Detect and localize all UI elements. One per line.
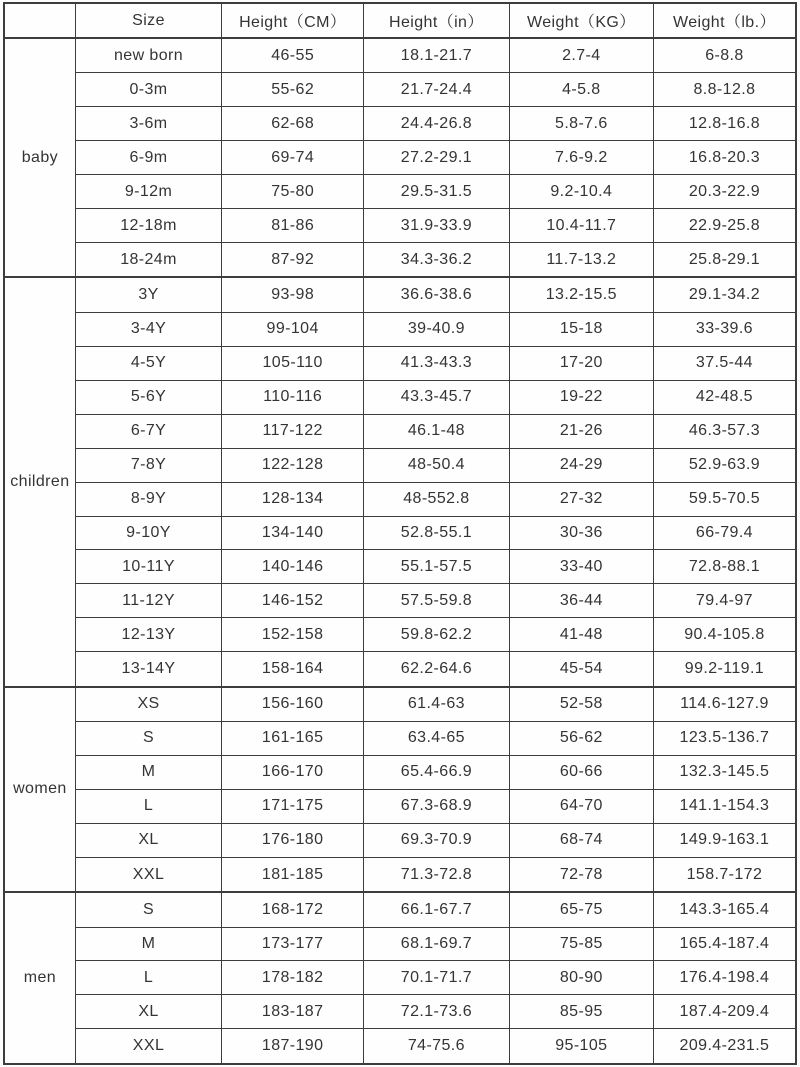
table-row (4, 141, 796, 175)
cell-size: M (75, 927, 222, 961)
cell-height-in: 31.9-33.9 (364, 209, 510, 243)
cell-weight-lb: 209.4-231.5 (653, 1029, 796, 1064)
size-chart-table (3, 2, 797, 1065)
cell-height-cm: 62-68 (222, 107, 364, 141)
cell-height-in: 67.3-68.9 (364, 789, 510, 823)
table-row (4, 722, 796, 756)
cell-weight-kg: 5.8-7.6 (509, 107, 653, 141)
cell-size: XS (75, 687, 222, 722)
cell-height-cm: 176-180 (222, 823, 364, 857)
table-row (4, 1029, 796, 1064)
table-row (4, 550, 796, 584)
cell-height-in: 55.1-57.5 (364, 550, 510, 584)
cell-height-in: 74-75.6 (364, 1029, 510, 1064)
cell-height-in: 66.1-67.7 (364, 892, 510, 927)
cell-weight-lb: 187.4-209.4 (653, 995, 796, 1029)
cell-weight-kg: 11.7-13.2 (509, 243, 653, 278)
cell-size: 8-9Y (75, 482, 222, 516)
category-cell-men: men (4, 892, 75, 1064)
header-size: Size (75, 3, 222, 38)
cell-height-in: 48-552.8 (364, 482, 510, 516)
cell-height-cm: 152-158 (222, 618, 364, 652)
cell-height-in: 21.7-24.4 (364, 73, 510, 107)
cell-size: new born (75, 38, 222, 73)
table-row (4, 448, 796, 482)
cell-weight-lb: 33-39.6 (653, 312, 796, 346)
table-row (4, 995, 796, 1029)
cell-size: XXL (75, 1029, 222, 1064)
cell-height-cm: 87-92 (222, 243, 364, 278)
cell-size: 6-7Y (75, 414, 222, 448)
cell-weight-kg: 13.2-15.5 (509, 277, 653, 312)
cell-height-cm: 166-170 (222, 755, 364, 789)
cell-height-cm: 146-152 (222, 584, 364, 618)
cell-weight-kg: 80-90 (509, 961, 653, 995)
table-row (4, 277, 796, 312)
cell-height-in: 29.5-31.5 (364, 175, 510, 209)
table-row (4, 687, 796, 722)
table-row (4, 755, 796, 789)
table-row (4, 961, 796, 995)
table-row (4, 652, 796, 687)
cell-height-in: 57.5-59.8 (364, 584, 510, 618)
table-row (4, 789, 796, 823)
cell-weight-lb: 158.7-172 (653, 857, 796, 892)
cell-weight-lb: 176.4-198.4 (653, 961, 796, 995)
cell-weight-lb: 37.5-44 (653, 346, 796, 380)
cell-height-in: 46.1-48 (364, 414, 510, 448)
table-row (4, 584, 796, 618)
cell-size: L (75, 961, 222, 995)
cell-size: XL (75, 823, 222, 857)
cell-weight-lb: 66-79.4 (653, 516, 796, 550)
cell-height-cm: 156-160 (222, 687, 364, 722)
cell-size: M (75, 755, 222, 789)
table-row (4, 38, 796, 73)
header-height-cm: Height（CM） (222, 3, 364, 38)
table-row (4, 482, 796, 516)
cell-height-in: 62.2-64.6 (364, 652, 510, 687)
cell-weight-lb: 42-48.5 (653, 380, 796, 414)
cell-height-cm: 178-182 (222, 961, 364, 995)
cell-weight-lb: 114.6-127.9 (653, 687, 796, 722)
cell-size: 5-6Y (75, 380, 222, 414)
cell-weight-kg: 10.4-11.7 (509, 209, 653, 243)
cell-height-cm: 105-110 (222, 346, 364, 380)
cell-weight-kg: 36-44 (509, 584, 653, 618)
cell-weight-kg: 64-70 (509, 789, 653, 823)
header-height-in: Height（in） (364, 3, 510, 38)
cell-height-in: 39-40.9 (364, 312, 510, 346)
cell-height-cm: 75-80 (222, 175, 364, 209)
cell-height-cm: 99-104 (222, 312, 364, 346)
table-row (4, 892, 796, 927)
cell-height-in: 68.1-69.7 (364, 927, 510, 961)
cell-size: 3-4Y (75, 312, 222, 346)
cell-weight-lb: 12.8-16.8 (653, 107, 796, 141)
table-row (4, 823, 796, 857)
cell-weight-kg: 68-74 (509, 823, 653, 857)
table-row (4, 107, 796, 141)
cell-size: 7-8Y (75, 448, 222, 482)
cell-height-in: 61.4-63 (364, 687, 510, 722)
cell-weight-kg: 75-85 (509, 927, 653, 961)
cell-weight-lb: 99.2-119.1 (653, 652, 796, 687)
table-row (4, 414, 796, 448)
cell-weight-kg: 60-66 (509, 755, 653, 789)
cell-size: 3-6m (75, 107, 222, 141)
cell-weight-lb: 123.5-136.7 (653, 722, 796, 756)
header-row (4, 3, 796, 38)
cell-weight-lb: 22.9-25.8 (653, 209, 796, 243)
cell-height-cm: 117-122 (222, 414, 364, 448)
cell-height-cm: 93-98 (222, 277, 364, 312)
cell-weight-kg: 24-29 (509, 448, 653, 482)
cell-size: 9-10Y (75, 516, 222, 550)
cell-size: 11-12Y (75, 584, 222, 618)
cell-height-in: 36.6-38.6 (364, 277, 510, 312)
cell-weight-lb: 16.8-20.3 (653, 141, 796, 175)
cell-size: 3Y (75, 277, 222, 312)
cell-size: 10-11Y (75, 550, 222, 584)
cell-weight-kg: 72-78 (509, 857, 653, 892)
cell-weight-lb: 20.3-22.9 (653, 175, 796, 209)
table-row (4, 380, 796, 414)
cell-size: S (75, 722, 222, 756)
cell-height-in: 43.3-45.7 (364, 380, 510, 414)
cell-size: 4-5Y (75, 346, 222, 380)
cell-height-cm: 171-175 (222, 789, 364, 823)
cell-weight-kg: 65-75 (509, 892, 653, 927)
cell-height-in: 65.4-66.9 (364, 755, 510, 789)
cell-weight-kg: 30-36 (509, 516, 653, 550)
cell-size: S (75, 892, 222, 927)
cell-height-cm: 55-62 (222, 73, 364, 107)
cell-weight-lb: 90.4-105.8 (653, 618, 796, 652)
category-cell-women: women (4, 687, 75, 893)
cell-size: 12-18m (75, 209, 222, 243)
cell-height-in: 69.3-70.9 (364, 823, 510, 857)
category-cell-baby: baby (4, 38, 75, 277)
cell-height-in: 52.8-55.1 (364, 516, 510, 550)
header-category (4, 3, 75, 38)
cell-height-cm: 158-164 (222, 652, 364, 687)
category-cell-children: children (4, 277, 75, 686)
cell-size: L (75, 789, 222, 823)
cell-height-in: 18.1-21.7 (364, 38, 510, 73)
cell-height-cm: 187-190 (222, 1029, 364, 1064)
table-row (4, 175, 796, 209)
cell-height-cm: 161-165 (222, 722, 364, 756)
cell-height-cm: 110-116 (222, 380, 364, 414)
cell-height-cm: 81-86 (222, 209, 364, 243)
cell-weight-lb: 29.1-34.2 (653, 277, 796, 312)
cell-weight-lb: 72.8-88.1 (653, 550, 796, 584)
cell-height-in: 41.3-43.3 (364, 346, 510, 380)
cell-height-in: 59.8-62.2 (364, 618, 510, 652)
table-row (4, 857, 796, 892)
table-row (4, 209, 796, 243)
cell-size: XL (75, 995, 222, 1029)
cell-weight-lb: 25.8-29.1 (653, 243, 796, 278)
cell-weight-lb: 143.3-165.4 (653, 892, 796, 927)
cell-height-in: 71.3-72.8 (364, 857, 510, 892)
cell-weight-kg: 17-20 (509, 346, 653, 380)
cell-height-in: 72.1-73.6 (364, 995, 510, 1029)
cell-weight-kg: 2.7-4 (509, 38, 653, 73)
cell-height-cm: 140-146 (222, 550, 364, 584)
cell-weight-kg: 45-54 (509, 652, 653, 687)
table-row (4, 346, 796, 380)
cell-height-cm: 173-177 (222, 927, 364, 961)
table-row (4, 618, 796, 652)
cell-weight-kg: 15-18 (509, 312, 653, 346)
cell-weight-kg: 21-26 (509, 414, 653, 448)
cell-weight-lb: 8.8-12.8 (653, 73, 796, 107)
cell-height-cm: 69-74 (222, 141, 364, 175)
cell-weight-kg: 52-58 (509, 687, 653, 722)
header-weight-lb: Weight（lb.） (653, 3, 796, 38)
cell-weight-kg: 41-48 (509, 618, 653, 652)
cell-size: XXL (75, 857, 222, 892)
cell-height-cm: 134-140 (222, 516, 364, 550)
cell-weight-kg: 85-95 (509, 995, 653, 1029)
cell-size: 0-3m (75, 73, 222, 107)
table-row (4, 73, 796, 107)
table-row (4, 516, 796, 550)
cell-size: 12-13Y (75, 618, 222, 652)
cell-height-in: 48-50.4 (364, 448, 510, 482)
cell-height-in: 34.3-36.2 (364, 243, 510, 278)
cell-weight-kg: 19-22 (509, 380, 653, 414)
cell-size: 18-24m (75, 243, 222, 278)
cell-weight-lb: 79.4-97 (653, 584, 796, 618)
cell-size: 13-14Y (75, 652, 222, 687)
cell-weight-kg: 7.6-9.2 (509, 141, 653, 175)
cell-weight-kg: 33-40 (509, 550, 653, 584)
cell-height-in: 24.4-26.8 (364, 107, 510, 141)
cell-weight-kg: 95-105 (509, 1029, 653, 1064)
cell-weight-lb: 149.9-163.1 (653, 823, 796, 857)
cell-height-cm: 122-128 (222, 448, 364, 482)
cell-height-in: 27.2-29.1 (364, 141, 510, 175)
cell-weight-lb: 141.1-154.3 (653, 789, 796, 823)
cell-size: 9-12m (75, 175, 222, 209)
cell-height-in: 63.4-65 (364, 722, 510, 756)
cell-weight-lb: 132.3-145.5 (653, 755, 796, 789)
table-row (4, 927, 796, 961)
cell-height-cm: 46-55 (222, 38, 364, 73)
cell-size: 6-9m (75, 141, 222, 175)
header-weight-kg: Weight（KG） (509, 3, 653, 38)
cell-weight-kg: 4-5.8 (509, 73, 653, 107)
cell-weight-lb: 165.4-187.4 (653, 927, 796, 961)
cell-height-in: 70.1-71.7 (364, 961, 510, 995)
cell-height-cm: 183-187 (222, 995, 364, 1029)
table-row (4, 243, 796, 278)
cell-height-cm: 128-134 (222, 482, 364, 516)
cell-weight-kg: 9.2-10.4 (509, 175, 653, 209)
cell-weight-kg: 27-32 (509, 482, 653, 516)
table-row (4, 312, 796, 346)
cell-weight-lb: 52.9-63.9 (653, 448, 796, 482)
cell-weight-lb: 6-8.8 (653, 38, 796, 73)
cell-weight-kg: 56-62 (509, 722, 653, 756)
cell-height-cm: 181-185 (222, 857, 364, 892)
cell-weight-lb: 59.5-70.5 (653, 482, 796, 516)
cell-weight-lb: 46.3-57.3 (653, 414, 796, 448)
cell-height-cm: 168-172 (222, 892, 364, 927)
